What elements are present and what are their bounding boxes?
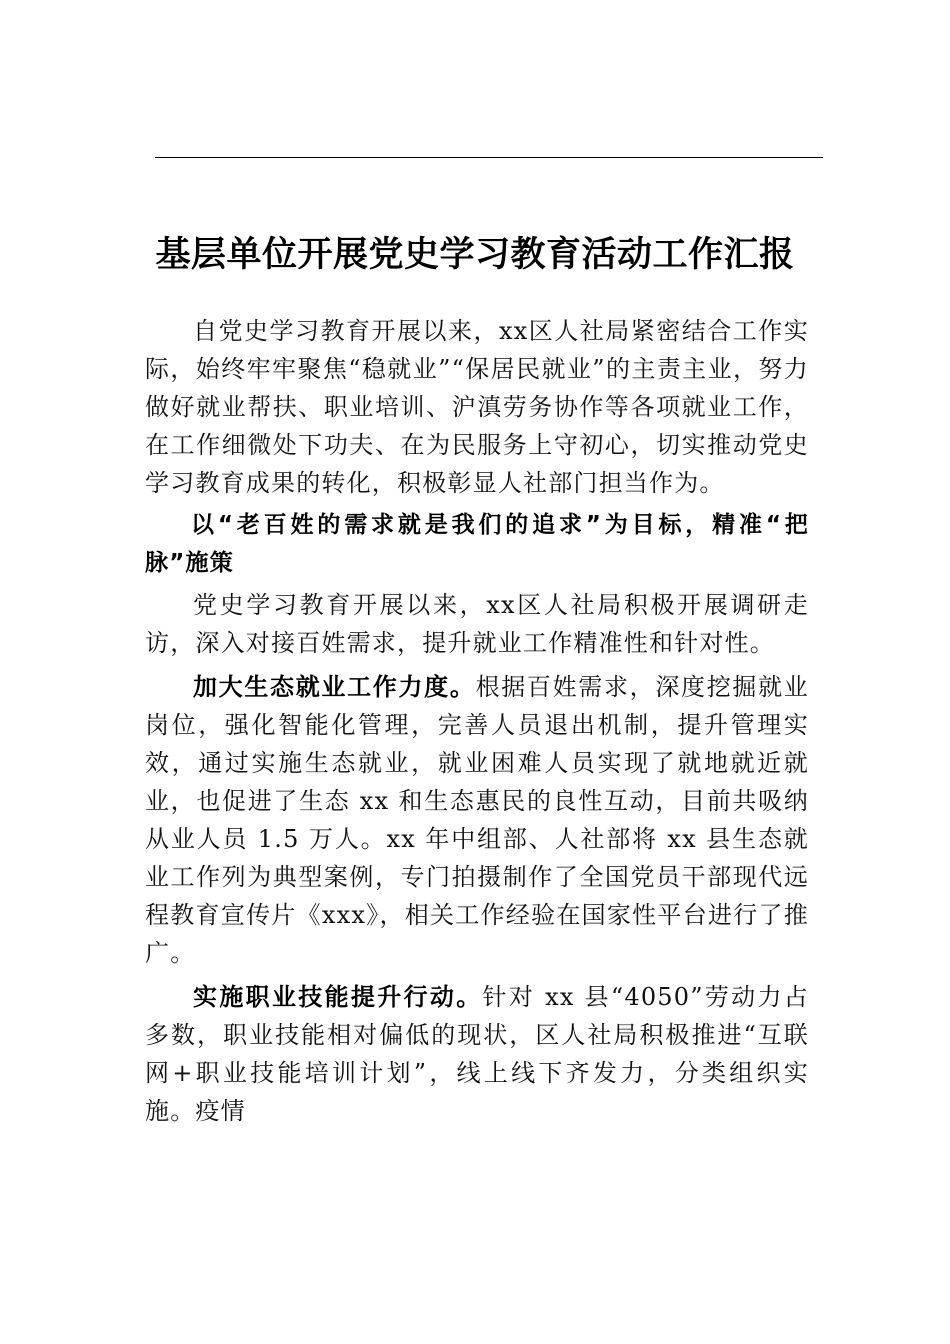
skills-upgrade-paragraph [145, 978, 809, 1130]
section-heading: 以“老百姓的需求就是我们的追求”为目标，精准“把脉”施策 [145, 512, 809, 576]
header-rule [155, 157, 823, 158]
intro-paragraph: 自党史学习教育开展以来，xx区人社局紧密结合工作实际，始终牢牢聚焦“稳就业”“保居民就业”的主责主业，努力做好就业帮扶、职业培训、沪滇劳务协作等各项就业工作，在工作细微处下功夫、在为民服务上守初心，切实推动党史学习教育成果的转化，积极彰显人社部门担当作为。 [145, 317, 809, 497]
paragraph-text: 针对 xx 县“4050”劳动力占多数，职业技能相对偏低的现状，区人社局积极推进“互联网+职业技能培训计划”，线上线下齐发力，分类组织实施。疫情 [145, 983, 809, 1125]
section-intro-paragraph: 党史学习教育开展以来，xx区人社局积极开展调研走访，深入对接百姓需求，提升就业工作精准性和针对性。 [145, 591, 809, 657]
document-title: 基层单位开展党史学习教育活动工作汇报 [155, 235, 795, 275]
ecological-employment-paragraph [145, 668, 809, 972]
paragraph-lead: 实施职业技能提升行动。 [193, 982, 483, 1011]
document-body [145, 312, 809, 1130]
paragraph-lead: 加大生态就业工作力度。 [193, 672, 476, 701]
paragraph-text: 根据百姓需求，深度挖掘就业岗位，强化智能化管理，完善人员退出机制，提升管理实效，通过实施生态就业，就业困难人员实现了就地就近就业，也促进了生态 xx 和生态惠民的良性互动，目前共吸纳从业人员 1.5 万人。xx 年中组部、人社部将 xx 县生态就业工作列为典型案例，专门拍摄制作了全国党员干部现代远程教育宣传片《xxx》，相关工作经验在国家性平台进行了推广。 [145, 673, 809, 967]
